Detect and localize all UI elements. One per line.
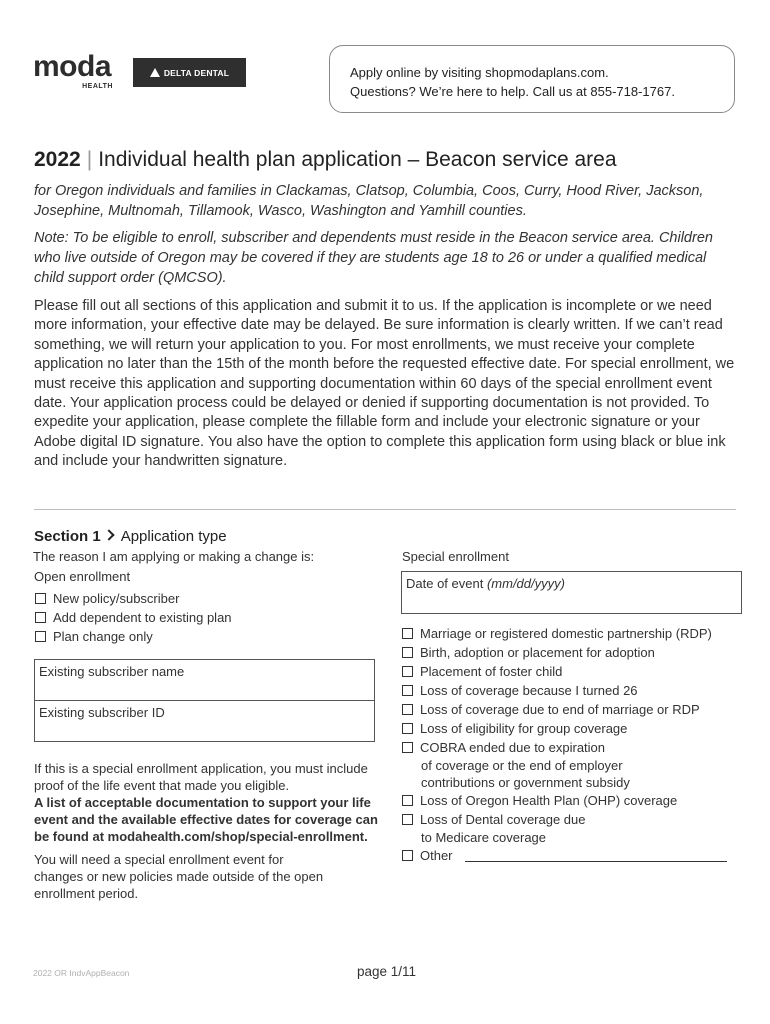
- event-required-note: You will need a special enrollment event for changes or new policies made outside of the open enrollment period.: [34, 852, 324, 901]
- option-loss-group-coverage[interactable]: [402, 719, 747, 738]
- logo-subtext: HEALTH: [82, 83, 113, 90]
- checkbox[interactable]: [402, 723, 413, 734]
- option-cobra-ended[interactable]: [402, 738, 747, 757]
- option-label: Loss of eligibility for group coverage: [420, 721, 628, 736]
- date-of-event-field[interactable]: [401, 571, 742, 614]
- special-enrollment-label: Special enrollment: [402, 549, 509, 564]
- cobra-continuation-1: of coverage or the end of employer: [421, 758, 623, 773]
- field-label: Existing subscriber ID: [39, 705, 165, 720]
- date-format-hint: (mm/dd/yyyy): [486, 576, 565, 591]
- other-text-line[interactable]: [465, 849, 727, 862]
- eligibility-note: Note: To be eligible to enroll, subscriber and dependents must reside in the Beacon service area. Children who live outside of Oregon may be covered if they are students age 18 to 26 or under a qualified medical child support order (QMCSO).: [34, 230, 713, 286]
- questions-label: Questions?: [350, 84, 416, 99]
- option-label: Loss of Oregon Health Plan (OHP) coverage: [420, 793, 678, 808]
- existing-subscriber-id-field[interactable]: [34, 700, 375, 742]
- special-enrollment-notes: [34, 760, 379, 902]
- documentation-link-note: A list of acceptable documentation to support your life event and the available effective dates for coverage can be found at modahealth.com/shop/special-enrollment.: [34, 795, 378, 844]
- checkbox[interactable]: [35, 631, 46, 642]
- option-loss-ohp[interactable]: [402, 791, 747, 810]
- reason-prompt: The reason I am applying or making a change is:: [33, 549, 315, 564]
- option-add-dependent[interactable]: [35, 608, 232, 627]
- document-id: 2022 OR IndvAppBeacon: [33, 968, 130, 978]
- page-number: page 1/11: [357, 964, 417, 979]
- option-label: Loss of coverage due to end of marriage or RDP: [420, 702, 700, 717]
- field-label: Date of event: [406, 576, 484, 591]
- title-separator: |: [86, 148, 93, 171]
- option-label: Loss of coverage because I turned 26: [420, 683, 638, 698]
- option-marriage-rdp[interactable]: [402, 624, 747, 643]
- special-enrollment-options: [402, 624, 747, 865]
- option-label: Marriage or registered domestic partnership (RDP): [420, 626, 712, 641]
- delta-triangle-icon: [150, 68, 160, 77]
- title-text: Individual health plan application – Beacon service area: [98, 148, 617, 171]
- section-divider: [34, 509, 736, 510]
- checkbox[interactable]: [402, 742, 413, 753]
- checkbox[interactable]: [402, 814, 413, 825]
- page-title: [34, 148, 617, 172]
- option-foster-child[interactable]: [402, 662, 747, 681]
- option-label: COBRA ended due to expiration: [420, 740, 606, 755]
- option-label: Placement of foster child: [420, 664, 563, 679]
- checkbox[interactable]: [35, 593, 46, 604]
- option-label: New policy/subscriber: [53, 591, 180, 606]
- section-1-heading: [34, 528, 227, 545]
- delta-dental-logo: [133, 58, 246, 87]
- section-title: Application type: [120, 528, 227, 545]
- open-enrollment-label: Open enrollment: [34, 569, 131, 584]
- instructions-paragraph: Please fill out all sections of this application and submit it to us. If the application is incomplete or we need more information, your effective date may be delayed. Be sure information is clearly written. If we can’t read something, we will return your application to you. For most enrollments, we must receive your complete application no later than the 15th of the month before the requested effective date. For special enrollment, we must receive this application and supporting documentation within 60 days of the special enrollment event date. Your application process could be delayed or denied if supporting documentation is not provided. To expedite your application, please complete the fillable form and include your electronic signature or your Adobe digital ID signature. You also have the option to complete this application form using black or blue ink and include your handwritten signature.: [34, 298, 735, 470]
- checkbox[interactable]: [402, 666, 413, 677]
- checkbox[interactable]: [402, 647, 413, 658]
- checkbox[interactable]: [402, 628, 413, 639]
- option-label: Plan change only: [53, 629, 153, 644]
- questions-line: [350, 82, 734, 101]
- title-year: 2022: [34, 148, 81, 171]
- questions-text: We’re here to help. Call us at 855-718-1767.: [415, 84, 675, 99]
- option-turned-26[interactable]: [402, 681, 747, 700]
- option-new-policy[interactable]: [35, 589, 232, 608]
- dental-continuation: to Medicare coverage: [421, 830, 547, 845]
- open-enrollment-options: [35, 589, 232, 646]
- field-label: Existing subscriber name: [39, 664, 185, 679]
- cobra-continuation-2: contributions or government subsidy: [421, 775, 630, 790]
- apply-online-line: Apply online by visiting shopmodaplans.com.: [350, 65, 609, 80]
- option-label: Birth, adoption or placement for adoption: [420, 645, 655, 660]
- chevron-right-icon: [103, 529, 114, 540]
- option-label: Loss of Dental coverage due: [420, 812, 586, 827]
- checkbox[interactable]: [402, 704, 413, 715]
- existing-subscriber-name-field[interactable]: [34, 659, 375, 701]
- section-number: Section 1: [34, 528, 101, 545]
- option-other[interactable]: [402, 846, 747, 865]
- option-label: Other: [420, 848, 453, 863]
- contact-info-box: [329, 45, 735, 113]
- logo-wordmark: moda: [33, 50, 112, 83]
- checkbox[interactable]: [402, 850, 413, 861]
- moda-health-logo: [33, 52, 115, 94]
- option-birth-adoption[interactable]: [402, 643, 747, 662]
- checkbox[interactable]: [402, 795, 413, 806]
- checkbox[interactable]: [402, 685, 413, 696]
- proof-note: If this is a special enrollment application, you must include proof of the life event that made you eligible.: [34, 761, 368, 793]
- option-end-of-marriage[interactable]: [402, 700, 747, 719]
- delta-dental-wordmark: DELTA DENTAL: [163, 67, 230, 78]
- option-loss-dental[interactable]: [402, 810, 747, 829]
- option-label: Add dependent to existing plan: [53, 610, 232, 625]
- intro-counties: for Oregon individuals and families in Clackamas, Clatsop, Columbia, Coos, Curry, Hood River, Jackson, Josephine, Multnomah, Tillamook, Wasco, Washington and Yamhill counties.: [34, 183, 704, 219]
- checkbox[interactable]: [35, 612, 46, 623]
- option-plan-change[interactable]: [35, 627, 232, 646]
